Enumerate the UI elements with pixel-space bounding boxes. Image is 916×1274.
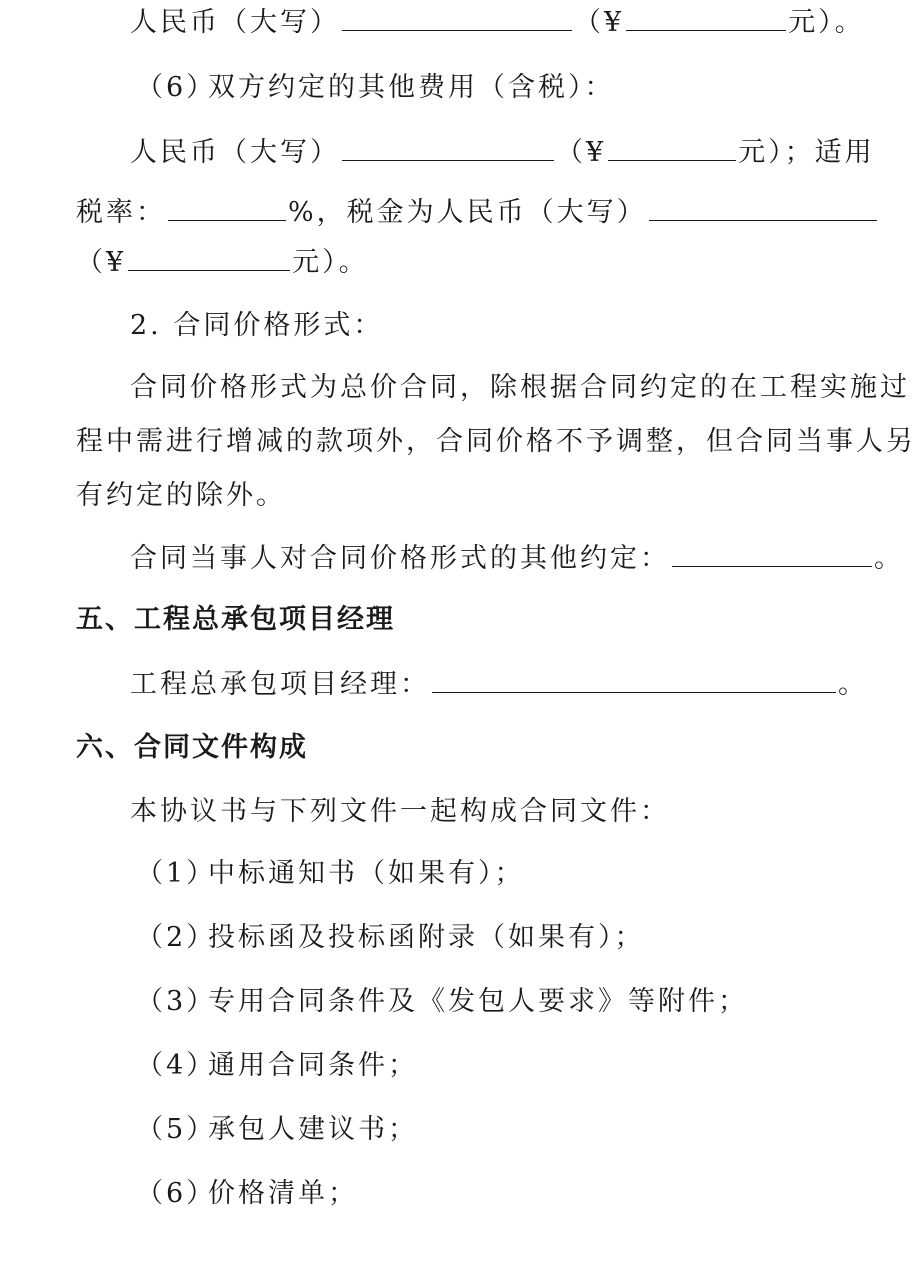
price-form-paragraph-line-1: 合同价格形式为总价合同，除根据合同约定的在工程实施过 <box>130 372 910 403</box>
project-manager-blank[interactable] <box>432 666 836 693</box>
item-6-other-fees: （6）双方约定的其他费用（含税）： <box>136 72 615 103</box>
price-form-paragraph-line-3: 有约定的除外。 <box>76 480 286 511</box>
amount-line-1: 人民币（大写） （¥ 元）。 <box>130 4 865 40</box>
tax-rate-blank[interactable] <box>168 194 286 221</box>
section-5-title: 五、工程总承包项目经理 <box>76 604 395 635</box>
tax-line: 税率： %，税金为人民币（大写） <box>76 194 879 230</box>
section-6-intro: 本协议书与下列文件一起构成合同文件： <box>130 796 670 827</box>
other-agreement-blank[interactable] <box>672 540 872 567</box>
list-item: （2）投标函及投标函附录（如果有）； <box>136 922 645 953</box>
tax-amount-line: （¥ 元）。 <box>76 244 369 280</box>
amount-yuan-blank-2[interactable] <box>608 134 736 161</box>
tax-amount-yuan-blank[interactable] <box>128 244 290 271</box>
other-agreement-line: 合同当事人对合同价格形式的其他约定： 。 <box>130 540 904 576</box>
amount-line-2: 人民币（大写） （¥ 元）；适用 <box>130 134 875 170</box>
section-6-title: 六、合同文件构成 <box>76 732 308 763</box>
price-form-paragraph-line-2: 程中需进行增减的款项外，合同价格不予调整，但合同当事人另 <box>76 426 916 457</box>
list-item: （6）价格清单； <box>136 1178 358 1209</box>
project-manager-line: 工程总承包项目经理： 。 <box>130 666 868 702</box>
list-item: （1）中标通知书（如果有）； <box>136 858 525 889</box>
amount-uppercase-blank-2[interactable] <box>342 134 554 161</box>
tax-amount-uppercase-blank[interactable] <box>649 194 877 221</box>
amount-uppercase-blank-1[interactable] <box>342 4 572 31</box>
list-item: （5）承包人建议书； <box>136 1114 418 1145</box>
section-2-title: 2. 合同价格形式： <box>130 310 384 341</box>
list-item: （3）专用合同条件及《发包人要求》等附件； <box>136 986 748 1017</box>
amount-yuan-blank-1[interactable] <box>626 4 786 31</box>
list-item: （4）通用合同条件； <box>136 1050 418 1081</box>
